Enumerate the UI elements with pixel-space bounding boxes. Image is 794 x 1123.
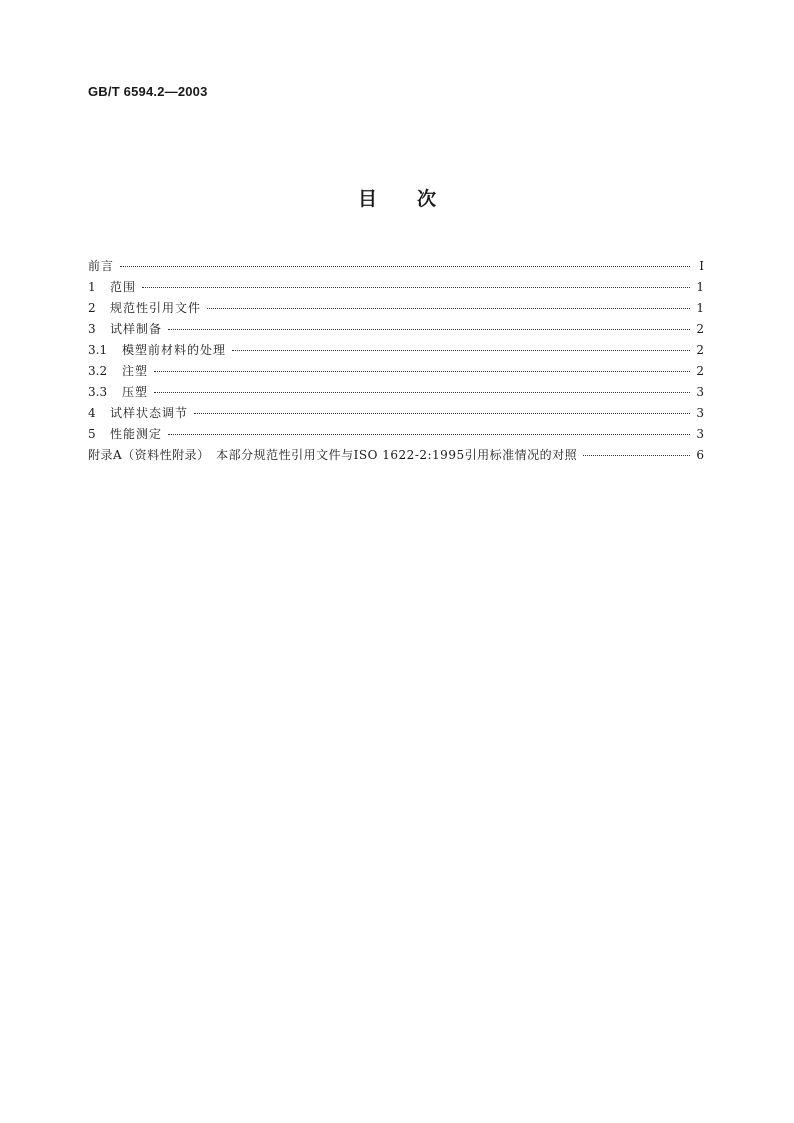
toc-entry-material-treatment[interactable] (88, 340, 704, 361)
toc-page-number: 2 (696, 343, 704, 357)
toc-entry-compression-moulding[interactable] (88, 382, 704, 403)
toc-leader-dots (120, 266, 690, 267)
toc-entry-text: 压塑 (122, 385, 149, 399)
toc-entry-property-determination[interactable] (88, 424, 704, 445)
toc-entry-number: 3 (88, 322, 96, 336)
table-of-contents (88, 256, 704, 466)
toc-entry-scope[interactable] (88, 277, 704, 298)
toc-page-number: 3 (696, 385, 704, 399)
toc-entry-annex-a[interactable] (88, 445, 704, 466)
toc-entry-number: 1 (88, 280, 96, 294)
toc-entry-specimen-preparation[interactable] (88, 319, 704, 340)
toc-page-number: 6 (696, 448, 704, 462)
toc-page-number: 3 (696, 406, 704, 420)
toc-entry-conditioning[interactable] (88, 403, 704, 424)
toc-entry-injection-moulding[interactable] (88, 361, 704, 382)
toc-leader-dots (232, 350, 690, 351)
toc-entry-text: 试样状态调节 (110, 406, 189, 420)
toc-entry-text: 模塑前材料的处理 (122, 343, 227, 357)
toc-entry-normative-references[interactable] (88, 298, 704, 319)
toc-entry-number: 3.1 (88, 343, 108, 357)
toc-entry-text: 附录A（资料性附录） 本部分规范性引用文件与ISO 1622-2:1995引用标准情况的对照 (88, 448, 578, 462)
toc-entry-number: 3.2 (88, 364, 108, 378)
toc-leader-dots (154, 371, 690, 372)
toc-leader-dots (154, 392, 690, 393)
toc-entry-text: 范围 (110, 280, 137, 294)
toc-entry-number: 4 (88, 406, 96, 420)
toc-leader-dots (583, 455, 690, 456)
toc-leader-dots (168, 329, 690, 330)
toc-leader-dots (142, 287, 690, 288)
toc-entry-text: 前言 (88, 259, 115, 273)
page-title: 目次 (357, 188, 476, 210)
toc-entry-number: 3.3 (88, 385, 108, 399)
toc-entry-number: 5 (88, 427, 96, 441)
toc-leader-dots (168, 434, 690, 435)
toc-entry-text: 试样制备 (110, 322, 163, 336)
toc-leader-dots (194, 413, 690, 414)
toc-page-number: 2 (696, 322, 704, 336)
toc-leader-dots (207, 308, 690, 309)
toc-entry-number: 2 (88, 301, 96, 315)
toc-entry-text: 规范性引用文件 (110, 301, 202, 315)
toc-page-number: 3 (696, 427, 704, 441)
toc-page-number: 1 (696, 301, 704, 315)
toc-page-number: 1 (696, 280, 704, 294)
toc-page-number: I (699, 259, 704, 273)
standard-number: GB/T 6594.2—2003 (88, 84, 208, 99)
toc-entry-foreword[interactable] (88, 256, 704, 277)
toc-entry-text: 注塑 (122, 364, 149, 378)
toc-entry-text: 性能测定 (110, 427, 163, 441)
toc-page-number: 2 (696, 364, 704, 378)
